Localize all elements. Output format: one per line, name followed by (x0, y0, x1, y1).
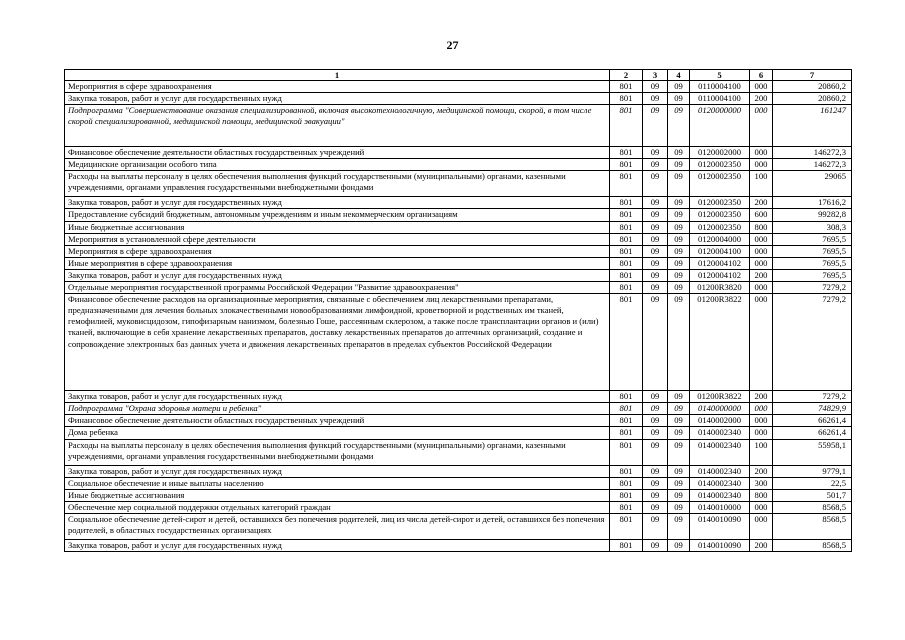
table-row (65, 489, 852, 501)
row-sum-cell: 7279,2 (773, 294, 852, 391)
row-pr-cell: 09 (668, 147, 690, 159)
row-csr-cell: 0120004100 (690, 245, 750, 257)
row-ved-cell: 801 (610, 513, 643, 539)
row-sum-cell: 17616,2 (773, 197, 852, 209)
table-row (65, 465, 852, 477)
row-vr-cell: 000 (750, 147, 773, 159)
row-sum-cell: 55958,1 (773, 439, 852, 465)
row-vr-cell: 200 (750, 539, 773, 551)
row-csr-cell: 0120002350 (690, 209, 750, 221)
row-csr-cell: 0110004100 (690, 81, 750, 93)
table-row (65, 427, 852, 439)
row-vr-cell: 200 (750, 269, 773, 281)
row-rz-cell: 09 (643, 81, 668, 93)
row-name-cell: Закупка товаров, работ и услуг для государственных нужд (65, 539, 610, 551)
row-pr-cell: 09 (668, 282, 690, 294)
table-row (65, 403, 852, 415)
row-ved-cell: 801 (610, 294, 643, 391)
header-cell-csr: 5 (690, 70, 750, 81)
row-sum-cell: 29065 (773, 171, 852, 197)
row-sum-cell: 308,3 (773, 221, 852, 233)
row-vr-cell: 100 (750, 439, 773, 465)
row-rz-cell: 09 (643, 257, 668, 269)
table-row (65, 93, 852, 105)
row-ved-cell: 801 (610, 171, 643, 197)
row-pr-cell: 09 (668, 93, 690, 105)
row-rz-cell: 09 (643, 209, 668, 221)
row-rz-cell: 09 (643, 282, 668, 294)
row-vr-cell: 200 (750, 391, 773, 403)
row-vr-cell: 000 (750, 282, 773, 294)
row-pr-cell: 09 (668, 415, 690, 427)
row-name-cell: Иные бюджетные ассигнования (65, 221, 610, 233)
row-name-cell: Социальное обеспечение детей-сирот и детей, оставшихся без попечения родителей, лиц из числа детей-сирот и детей, оставшихся без попечения родителей, в областных государственных организациях (65, 513, 610, 539)
row-sum-cell: 7695,5 (773, 245, 852, 257)
row-rz-cell: 09 (643, 501, 668, 513)
row-csr-cell: 0140002340 (690, 477, 750, 489)
table-row (65, 197, 852, 209)
table-header-row (65, 70, 852, 81)
row-rz-cell: 09 (643, 159, 668, 171)
row-pr-cell: 09 (668, 439, 690, 465)
row-pr-cell: 09 (668, 245, 690, 257)
row-csr-cell: 0140010090 (690, 513, 750, 539)
row-name-cell: Отдельные мероприятия государственной программы Российской Федерации "Развитие здравоохранения" (65, 282, 610, 294)
row-sum-cell: 161247 (773, 105, 852, 147)
row-ved-cell: 801 (610, 81, 643, 93)
row-ved-cell: 801 (610, 489, 643, 501)
row-vr-cell: 100 (750, 171, 773, 197)
row-vr-cell: 000 (750, 513, 773, 539)
row-vr-cell: 200 (750, 93, 773, 105)
header-cell-pr: 4 (668, 70, 690, 81)
row-vr-cell: 000 (750, 233, 773, 245)
row-ved-cell: 801 (610, 415, 643, 427)
header-cell-name: 1 (65, 70, 610, 81)
row-csr-cell: 0140010090 (690, 539, 750, 551)
row-ved-cell: 801 (610, 282, 643, 294)
row-name-cell: Иные мероприятия в сфере здравоохранения (65, 257, 610, 269)
row-pr-cell: 09 (668, 427, 690, 439)
row-pr-cell: 09 (668, 513, 690, 539)
row-vr-cell: 000 (750, 81, 773, 93)
row-name-cell: Расходы на выплаты персоналу в целях обеспечения выполнения функций государственными (муниципальными) органами, казенными учреждениями, органами управления государственными внебюджетными фондами (65, 171, 610, 197)
row-csr-cell: 0120004102 (690, 257, 750, 269)
row-sum-cell: 22,5 (773, 477, 852, 489)
row-ved-cell: 801 (610, 477, 643, 489)
page-number: 27 (446, 38, 459, 52)
row-ved-cell: 801 (610, 465, 643, 477)
header-cell-vr: 6 (750, 70, 773, 81)
row-csr-cell: 0120002350 (690, 159, 750, 171)
row-name-cell: Закупка товаров, работ и услуг для государственных нужд (65, 197, 610, 209)
table-row (65, 209, 852, 221)
header-cell-rz: 3 (643, 70, 668, 81)
row-vr-cell: 000 (750, 294, 773, 391)
row-pr-cell: 09 (668, 465, 690, 477)
table-row (65, 81, 852, 93)
row-name-cell: Обеспечение мер социальной поддержки отдельных категорий граждан (65, 501, 610, 513)
row-ved-cell: 801 (610, 159, 643, 171)
row-rz-cell: 09 (643, 403, 668, 415)
row-sum-cell: 7279,2 (773, 391, 852, 403)
table-row (65, 105, 852, 147)
row-ved-cell: 801 (610, 391, 643, 403)
row-csr-cell: 0120004000 (690, 233, 750, 245)
table-row (65, 539, 852, 551)
row-vr-cell: 000 (750, 501, 773, 513)
row-ved-cell: 801 (610, 221, 643, 233)
row-ved-cell: 801 (610, 257, 643, 269)
row-vr-cell: 000 (750, 403, 773, 415)
row-rz-cell: 09 (643, 171, 668, 197)
row-sum-cell: 66261,4 (773, 427, 852, 439)
row-name-cell: Расходы на выплаты персоналу в целях обеспечения выполнения функций государственными (муниципальными) органами, казенными учреждениями, органами управления государственными внебюджетными фондами (65, 439, 610, 465)
table-row (65, 294, 852, 391)
row-rz-cell: 09 (643, 147, 668, 159)
table-row (65, 439, 852, 465)
row-csr-cell: 0140000000 (690, 403, 750, 415)
row-ved-cell: 801 (610, 501, 643, 513)
row-sum-cell: 7279,2 (773, 282, 852, 294)
row-pr-cell: 09 (668, 477, 690, 489)
row-ved-cell: 801 (610, 197, 643, 209)
row-rz-cell: 09 (643, 539, 668, 551)
row-pr-cell: 09 (668, 539, 690, 551)
table-row (65, 245, 852, 257)
row-vr-cell: 200 (750, 197, 773, 209)
row-csr-cell: 0120004102 (690, 269, 750, 281)
row-vr-cell: 000 (750, 415, 773, 427)
row-vr-cell: 000 (750, 427, 773, 439)
row-name-cell: Мероприятия в сфере здравоохранения (65, 81, 610, 93)
row-vr-cell: 800 (750, 221, 773, 233)
row-csr-cell: 0140002340 (690, 489, 750, 501)
row-vr-cell: 300 (750, 477, 773, 489)
row-pr-cell: 09 (668, 403, 690, 415)
table-row (65, 147, 852, 159)
table-row (65, 282, 852, 294)
row-sum-cell: 8568,5 (773, 501, 852, 513)
row-vr-cell: 000 (750, 245, 773, 257)
table-row (65, 501, 852, 513)
row-ved-cell: 801 (610, 147, 643, 159)
row-name-cell: Финансовое обеспечение расходов на организационные мероприятия, связанные с обеспечением лиц лекарственными препаратами, предназначенными для лечения больных злокачественными новообразованиями лимфоидной, кроветворной и родственных им тканей, гемофилией, муковисцидозом, гипофизарным нанизмом, болезнью Гоше, рассеянным склерозом, а также после трансплантации органов и (или) тканей, включающие в себя хранение лекарственных препаратов, доставку лекарственных препаратов до аптечных организаций, создание и сопровождение электронных баз данных учета и движения лекарственных препаратов в пределах субъектов Российской Федерации (65, 294, 610, 391)
row-pr-cell: 09 (668, 391, 690, 403)
row-ved-cell: 801 (610, 403, 643, 415)
row-csr-cell: 0120002350 (690, 197, 750, 209)
row-ved-cell: 801 (610, 539, 643, 551)
row-csr-cell: 0140002340 (690, 439, 750, 465)
row-sum-cell: 99282,8 (773, 209, 852, 221)
row-rz-cell: 09 (643, 233, 668, 245)
row-sum-cell: 7695,5 (773, 269, 852, 281)
row-pr-cell: 09 (668, 209, 690, 221)
row-name-cell: Мероприятия в сфере здравоохранения (65, 245, 610, 257)
row-rz-cell: 09 (643, 465, 668, 477)
row-ved-cell: 801 (610, 427, 643, 439)
row-pr-cell: 09 (668, 171, 690, 197)
row-name-cell: Дома ребенка (65, 427, 610, 439)
row-name-cell: Финансовое обеспечение деятельности областных государственных учреждений (65, 415, 610, 427)
row-ved-cell: 801 (610, 233, 643, 245)
table-row (65, 513, 852, 539)
row-vr-cell: 800 (750, 489, 773, 501)
row-sum-cell: 8568,5 (773, 539, 852, 551)
row-name-cell: Закупка товаров, работ и услуг для государственных нужд (65, 465, 610, 477)
row-rz-cell: 09 (643, 221, 668, 233)
row-csr-cell: 0120002350 (690, 221, 750, 233)
row-vr-cell: 600 (750, 209, 773, 221)
budget-table (64, 69, 852, 552)
row-rz-cell: 09 (643, 513, 668, 539)
row-name-cell: Финансовое обеспечение деятельности областных государственных учреждений (65, 147, 610, 159)
row-vr-cell: 000 (750, 105, 773, 147)
row-rz-cell: 09 (643, 105, 668, 147)
row-rz-cell: 09 (643, 427, 668, 439)
row-ved-cell: 801 (610, 269, 643, 281)
row-rz-cell: 09 (643, 415, 668, 427)
row-ved-cell: 801 (610, 93, 643, 105)
table-row (65, 221, 852, 233)
row-csr-cell: 0120000000 (690, 105, 750, 147)
row-sum-cell: 8568,5 (773, 513, 852, 539)
row-csr-cell: 0120002350 (690, 171, 750, 197)
table-row (65, 269, 852, 281)
row-csr-cell: 0110004100 (690, 93, 750, 105)
row-vr-cell: 000 (750, 257, 773, 269)
table-row (65, 171, 852, 197)
row-pr-cell: 09 (668, 159, 690, 171)
row-csr-cell: 0140002340 (690, 465, 750, 477)
row-rz-cell: 09 (643, 477, 668, 489)
row-ved-cell: 801 (610, 245, 643, 257)
row-pr-cell: 09 (668, 257, 690, 269)
row-csr-cell: 0120002000 (690, 147, 750, 159)
row-name-cell: Мероприятия в установленной сфере деятельности (65, 233, 610, 245)
row-sum-cell: 146272,3 (773, 147, 852, 159)
row-csr-cell: 01200R3820 (690, 282, 750, 294)
header-cell-sum: 7 (773, 70, 852, 81)
row-sum-cell: 7695,5 (773, 233, 852, 245)
row-sum-cell: 20860,2 (773, 81, 852, 93)
row-sum-cell: 66261,4 (773, 415, 852, 427)
row-rz-cell: 09 (643, 93, 668, 105)
row-ved-cell: 801 (610, 209, 643, 221)
table-row (65, 159, 852, 171)
row-sum-cell: 74829,9 (773, 403, 852, 415)
row-sum-cell: 9779,1 (773, 465, 852, 477)
row-rz-cell: 09 (643, 197, 668, 209)
row-csr-cell: 01200R3822 (690, 391, 750, 403)
row-name-cell: Подпрограмма "Совершенствование оказания специализированной, включая высокотехнологичную, медицинской помощи, скорой, в том числе скорой специализированной, медицинской помощи, медицинской эвакуации" (65, 105, 610, 147)
row-name-cell: Подпрограмма "Охрана здоровья матери и ребенка" (65, 403, 610, 415)
row-csr-cell: 0140002340 (690, 427, 750, 439)
row-name-cell: Социальное обеспечение и иные выплаты населению (65, 477, 610, 489)
row-csr-cell: 0140002000 (690, 415, 750, 427)
row-rz-cell: 09 (643, 391, 668, 403)
row-vr-cell: 200 (750, 465, 773, 477)
table-row (65, 233, 852, 245)
row-sum-cell: 20860,2 (773, 93, 852, 105)
row-name-cell: Предоставление субсидий бюджетным, автономным учреждениям и иным некоммерческим организациям (65, 209, 610, 221)
table-row (65, 415, 852, 427)
row-pr-cell: 09 (668, 294, 690, 391)
row-sum-cell: 7695,5 (773, 257, 852, 269)
row-pr-cell: 09 (668, 197, 690, 209)
row-rz-cell: 09 (643, 269, 668, 281)
row-pr-cell: 09 (668, 105, 690, 147)
header-cell-ved: 2 (610, 70, 643, 81)
row-ved-cell: 801 (610, 105, 643, 147)
row-name-cell: Закупка товаров, работ и услуг для государственных нужд (65, 269, 610, 281)
row-rz-cell: 09 (643, 245, 668, 257)
row-name-cell: Иные бюджетные ассигнования (65, 489, 610, 501)
row-pr-cell: 09 (668, 489, 690, 501)
row-ved-cell: 801 (610, 439, 643, 465)
table-row (65, 257, 852, 269)
row-sum-cell: 501,7 (773, 489, 852, 501)
row-rz-cell: 09 (643, 489, 668, 501)
row-csr-cell: 01200R3822 (690, 294, 750, 391)
row-name-cell: Медицинские организации особого типа (65, 159, 610, 171)
table-row (65, 391, 852, 403)
row-sum-cell: 146272,3 (773, 159, 852, 171)
row-name-cell: Закупка товаров, работ и услуг для государственных нужд (65, 93, 610, 105)
row-csr-cell: 0140010000 (690, 501, 750, 513)
row-pr-cell: 09 (668, 233, 690, 245)
row-pr-cell: 09 (668, 501, 690, 513)
row-pr-cell: 09 (668, 221, 690, 233)
table-row (65, 477, 852, 489)
row-rz-cell: 09 (643, 294, 668, 391)
row-name-cell: Закупка товаров, работ и услуг для государственных нужд (65, 391, 610, 403)
row-rz-cell: 09 (643, 439, 668, 465)
row-pr-cell: 09 (668, 269, 690, 281)
row-pr-cell: 09 (668, 81, 690, 93)
row-vr-cell: 000 (750, 159, 773, 171)
